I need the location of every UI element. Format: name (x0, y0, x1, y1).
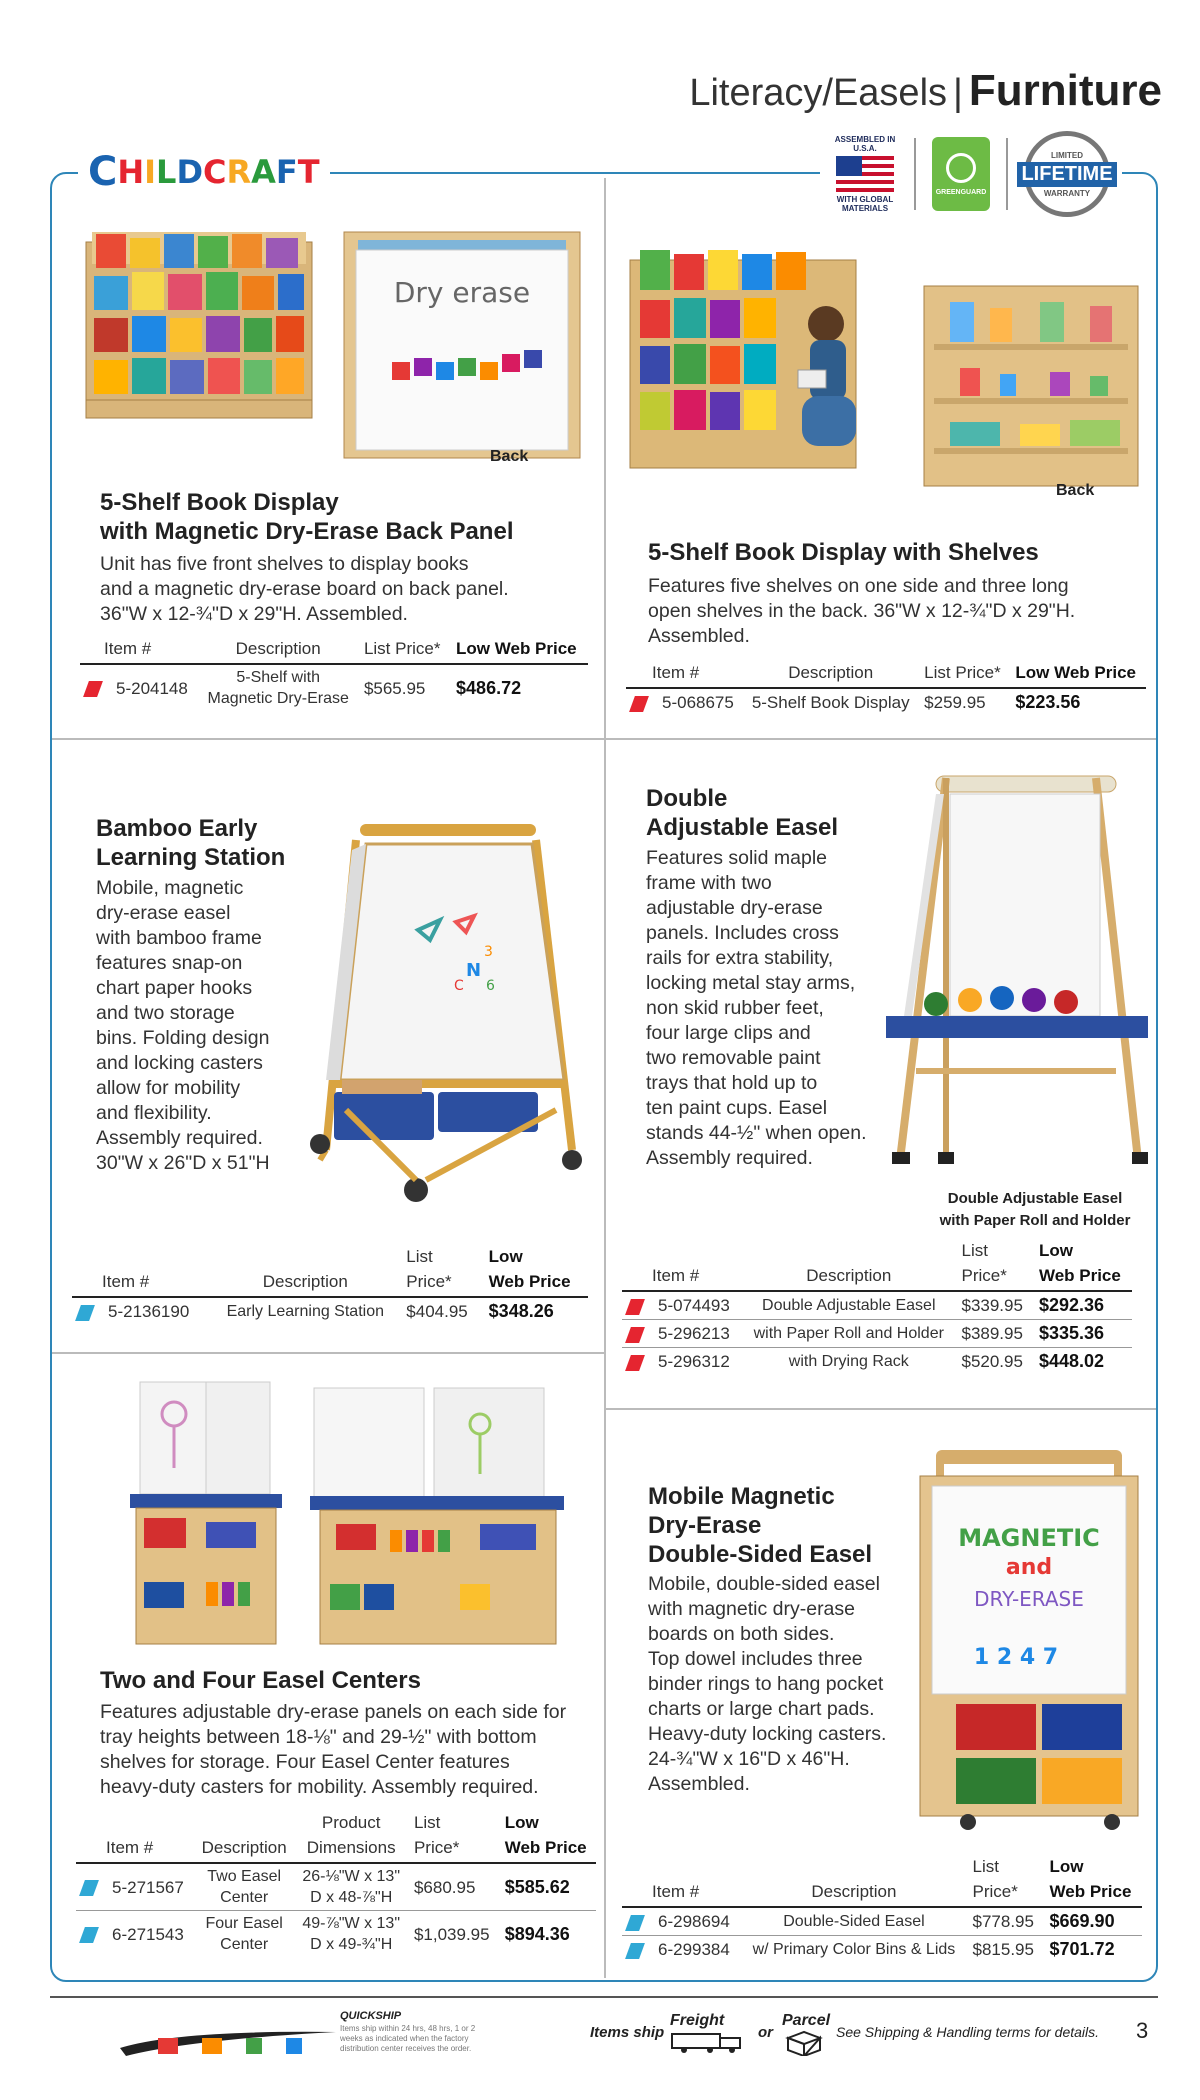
page-footer (0, 2012, 1200, 2072)
items-ship-label: Items ship (590, 2024, 665, 2041)
item-dimensions: 49-⅞"W x 13" D x 49-¾"H (302, 1915, 400, 1953)
parcel-box-icon (782, 2012, 830, 2061)
col-item: Item # (622, 1854, 741, 1907)
title-line: Bamboo Early (96, 815, 258, 842)
web-price: $894.36 (504, 1923, 570, 1944)
product-title: 5-Shelf Book Display with Shelves (648, 539, 1039, 566)
col-description: Description (194, 1810, 295, 1863)
item-number: 5-296213 (622, 1320, 742, 1348)
description-line: 30"W x 26"D x 51"H (96, 1152, 270, 1174)
logo-letter: T (297, 153, 320, 191)
col-web-price: Low Web Price (1009, 660, 1146, 688)
greenguard-badge (932, 137, 990, 211)
description-line: trays that hold up to (646, 1072, 818, 1094)
header-separator: | (953, 72, 963, 114)
product-description (100, 552, 509, 627)
book-display-shelves-front-image (626, 240, 866, 470)
freight-label: Freight (670, 2012, 725, 2029)
web-price: $448.02 (1038, 1351, 1105, 1371)
usa-badge-bottom: WITH GLOBAL MATERIALS (836, 195, 894, 213)
image-caption (920, 1188, 1150, 1232)
price-table (622, 1854, 1142, 1963)
table-row (622, 1320, 1132, 1348)
item-number: 5-296312 (622, 1348, 742, 1376)
description-line: stands 44-½" when open. (646, 1122, 867, 1144)
description-line: allow for mobility (96, 1077, 241, 1099)
table-row (622, 1291, 1132, 1320)
description-line: with bamboo frame (96, 927, 262, 949)
description-line: and two storage (96, 1002, 235, 1024)
description-line: ten paint cups. Easel (646, 1097, 828, 1119)
item-description: Double-Sided Easel (741, 1907, 966, 1936)
web-price: $292.36 (1033, 1291, 1132, 1320)
list-price: $389.95 (955, 1320, 1032, 1348)
product-title (646, 784, 838, 842)
description-line: binder rings to hang pocket (648, 1673, 884, 1695)
description-line: two removable paint (646, 1047, 821, 1069)
price-table (80, 636, 588, 711)
table-row (72, 1297, 588, 1325)
list-price: $1,039.95 (413, 1924, 490, 1944)
blue-marker-icon (79, 1880, 99, 1896)
badge-divider (1006, 138, 1008, 210)
category-title: Literacy/Easels (689, 72, 948, 114)
us-flag-icon (836, 156, 894, 192)
double-adjustable-easel-image (886, 768, 1148, 1172)
web-price: $669.90 (1044, 1907, 1142, 1936)
warranty-main: LIFETIME (1017, 162, 1116, 187)
logo-letter: A (251, 153, 276, 191)
logo-letter: F (275, 153, 298, 191)
table-row (622, 1907, 1142, 1936)
back-view-label: Back (490, 448, 529, 465)
col-description: Description (742, 1238, 955, 1291)
list-price: $404.95 (406, 1302, 468, 1321)
description-line: panels. Includes cross (646, 922, 839, 944)
description-line: Heavy-duty locking casters. (648, 1723, 887, 1745)
description-line: with magnetic dry-erase (648, 1598, 855, 1620)
item-number: 6-299384 (622, 1936, 741, 1964)
logo-letter: C (203, 153, 227, 191)
red-marker-icon (625, 1327, 645, 1343)
description-line: tray heights between 18-⅛" and 29-½" with bottom (100, 1726, 537, 1748)
list-price: $778.95 (967, 1907, 1044, 1936)
caption-line: Double Adjustable Easel (947, 1190, 1123, 1207)
product-title (648, 1482, 872, 1569)
web-price: $486.72 (456, 677, 522, 698)
col-web-price: Low Web Price (499, 1810, 596, 1863)
red-marker-icon (625, 1355, 645, 1371)
footer-divider (50, 1996, 1158, 1998)
logo-letter: C (88, 149, 118, 195)
col-item: Item # (626, 660, 743, 688)
item-description: Early Learning Station (226, 1303, 384, 1320)
section-title: Furniture (968, 66, 1162, 115)
web-price: $223.56 (1015, 692, 1081, 712)
item-number: 5-2136190 (72, 1297, 210, 1325)
description-line: frame with two (646, 872, 772, 894)
description-line: rails for extra stability, (646, 947, 834, 969)
product-description (648, 1572, 886, 1797)
table-row (622, 1348, 1132, 1376)
red-marker-icon (83, 681, 103, 697)
description-line: features snap-on (96, 952, 243, 974)
title-line: Dry-Erase (648, 1512, 762, 1539)
col-web-price: Low Web Price (450, 636, 588, 664)
description-line: 36"W x 12-¾"D x 29"H. Assembled. (100, 603, 408, 625)
item-dimensions: 26-⅛"W x 13" D x 48-⅞"H (294, 1863, 408, 1911)
quickship-swoosh-icon (118, 2026, 338, 2060)
list-price: $680.95 (408, 1863, 499, 1911)
description-line: dry-erase easel (96, 902, 231, 924)
item-description: Two Easel Center (194, 1863, 295, 1911)
four-easel-center-image (310, 1384, 564, 1648)
svg-text:6: 6 (486, 978, 495, 994)
description-line: and flexibility. (96, 1102, 212, 1124)
web-price: $585.62 (499, 1863, 596, 1911)
shipping-terms: See Shipping & Handling terms for details. (836, 2024, 1100, 2040)
title-line: Mobile Magnetic (648, 1483, 835, 1510)
lifetime-warranty-badge (1021, 131, 1113, 217)
board-text: DRY-ERASE (974, 1587, 1084, 1611)
price-table (626, 660, 1146, 716)
item-number: 5-271567 (76, 1863, 194, 1911)
title-line: 5-Shelf Book Display (100, 489, 339, 516)
col-list-price: List Price* (400, 1244, 482, 1297)
col-item: Item # (72, 1244, 210, 1297)
price-table (72, 1244, 588, 1325)
list-price: $339.95 (955, 1291, 1032, 1320)
description-line: Unit has five front shelves to display books (100, 553, 469, 575)
item-number: 6-298694 (622, 1907, 741, 1936)
description-line: boards on both sides. (648, 1623, 835, 1645)
parcel-label: Parcel (782, 2012, 831, 2029)
product-description (646, 846, 867, 1171)
logo-letter: R (226, 153, 252, 191)
red-marker-icon (629, 696, 649, 712)
col-item: Item # (76, 1810, 194, 1863)
title-line: Double-Sided Easel (648, 1541, 873, 1568)
table-row (76, 1911, 596, 1958)
web-price: $348.26 (488, 1301, 554, 1321)
description-line: non skid rubber feet, (646, 997, 824, 1019)
description-line: Mobile, double-sided easel (648, 1573, 880, 1595)
caption-line: with Paper Roll and Holder (939, 1212, 1131, 1229)
title-line: Learning Station (96, 844, 286, 871)
description-line: Assembled. (648, 625, 750, 647)
description-line: Mobile, magnetic (96, 877, 244, 899)
column-divider (604, 178, 606, 1978)
web-price: $335.36 (1033, 1320, 1132, 1348)
item-description: 5-Shelf with Magnetic Dry-Erase (207, 669, 349, 707)
description-line: shelves for storage. Four Easel Center features (100, 1751, 510, 1773)
col-list-price: List Price* (408, 1810, 499, 1863)
col-list-price: List Price* (967, 1854, 1044, 1907)
mobile-magnetic-easel-image (916, 1446, 1142, 1832)
product-title (100, 488, 513, 546)
two-easel-center-image (126, 1378, 286, 1648)
description-line: and locking casters (96, 1052, 263, 1074)
item-description: w/ Primary Color Bins & Lids (752, 1941, 956, 1958)
price-table (76, 1810, 596, 1957)
table-row (76, 1863, 596, 1911)
table-row (622, 1936, 1142, 1964)
item-description: Double Adjustable Easel (742, 1291, 955, 1320)
description-line: and a magnetic dry-erase board on back panel. (100, 578, 509, 600)
logo-letter: H (117, 153, 145, 191)
item-description: 5-Shelf Book Display (751, 693, 910, 712)
warranty-bottom: WARRANTY (1043, 188, 1091, 198)
web-price: $701.72 (1049, 1939, 1115, 1959)
page-number: 3 (1136, 2018, 1149, 2043)
title-line: Adjustable Easel (646, 814, 839, 841)
childcraft-logo (78, 146, 330, 198)
badge-divider (914, 138, 916, 210)
col-description: Description (741, 1854, 966, 1907)
col-description: Description (743, 660, 918, 688)
quickship-note: Items ship within 24 hrs, 48 hrs, 1 or 2 weeks as indicated when the factory distribution center receives the order. (340, 2024, 476, 2053)
board-text: and (1005, 1555, 1053, 1580)
description-line: open shelves in the back. 36"W x 12-¾"D x 29"H. (648, 600, 1076, 622)
description-line: adjustable dry-erase (646, 897, 823, 919)
description-line: Assembly required. (646, 1147, 813, 1169)
col-item: Item # (622, 1238, 742, 1291)
product-title: Two and Four Easel Centers (100, 1667, 421, 1694)
col-web-price: Low Web Price (1033, 1238, 1132, 1291)
list-price: $565.95 (363, 678, 426, 698)
description-line: 24-¾"W x 16"D x 46"H. (648, 1748, 850, 1770)
product-description (96, 876, 270, 1176)
quickship-title: QUICKSHIP (340, 2010, 402, 2022)
col-item: Item # (80, 636, 198, 664)
greenguard-leaf-icon (946, 153, 976, 183)
row-divider (52, 738, 604, 740)
book-display-back-image (342, 222, 582, 460)
col-description: Description (210, 1244, 400, 1297)
svg-text:N: N (466, 960, 482, 981)
description-line: Features solid maple (646, 847, 828, 869)
greenguard-label: GREENGUARD (935, 188, 987, 196)
description-line: Features adjustable dry-erase panels on each side for (100, 1701, 567, 1723)
description-line: chart paper hooks (96, 977, 253, 999)
list-price: $815.95 (972, 1940, 1034, 1959)
item-description: Four Easel Center (205, 1915, 283, 1953)
book-display-front-image (78, 212, 318, 422)
red-marker-icon (625, 1299, 645, 1315)
bamboo-easel-image (306, 780, 592, 1210)
row-divider (606, 738, 1156, 740)
assembled-usa-badge (832, 135, 898, 213)
blue-marker-icon (79, 1927, 99, 1943)
col-web-price: Low Web Price (1044, 1854, 1142, 1907)
description-line: heavy-duty casters for mobility. Assembly required. (100, 1776, 539, 1798)
description-line: charts or large chart pads. (648, 1698, 875, 1720)
description-line: Assembled. (648, 1773, 750, 1795)
col-list-price: List Price* (955, 1238, 1032, 1291)
col-list-price: List Price* (358, 636, 450, 664)
description-line: bins. Folding design (96, 1027, 270, 1049)
blue-marker-icon (625, 1915, 645, 1931)
description-line: Assembly required. (96, 1127, 263, 1149)
item-number: 6-271543 (76, 1911, 194, 1958)
back-view-label: Back (1056, 482, 1095, 499)
blue-marker-icon (75, 1305, 95, 1321)
description-line: Top dowel includes three (648, 1648, 863, 1670)
svg-text:C: C (454, 978, 464, 994)
col-web-price: Low Web Price (483, 1244, 588, 1297)
quickship-badge (118, 2026, 338, 2064)
logo-letter: D (176, 153, 203, 191)
col-list-price: List Price* (918, 660, 1009, 688)
svg-text:3: 3 (484, 944, 493, 960)
item-description: with Paper Roll and Holder (742, 1320, 955, 1348)
description-line: four large clips and (646, 1022, 811, 1044)
title-line: with Magnetic Dry-Erase Back Panel (100, 518, 514, 545)
freight-truck-icon (670, 2012, 750, 2059)
dry-erase-board-text: Dry erase (393, 276, 531, 309)
product-description (648, 574, 1075, 649)
description-line: Features five shelves on one side and three long (648, 575, 1069, 597)
item-number: 5-204148 (80, 664, 198, 711)
blue-marker-icon (625, 1943, 645, 1959)
logo-letter: L (156, 153, 177, 191)
or-label: or (758, 2024, 773, 2041)
logo-letter: I (144, 153, 157, 191)
usa-badge-top: ASSEMBLED IN U.S.A. (834, 135, 896, 153)
warranty-top: LIMITED (1051, 150, 1083, 160)
page-header (689, 66, 1162, 116)
certification-badges (820, 132, 1122, 216)
table-row (626, 688, 1146, 716)
row-divider (606, 1408, 1156, 1410)
list-price: $259.95 (924, 693, 986, 712)
item-number: 5-068675 (626, 688, 743, 716)
col-description: Description (198, 636, 358, 664)
product-description (100, 1700, 566, 1800)
product-title (96, 814, 285, 872)
col-dimensions: Product Dimensions (294, 1810, 408, 1863)
list-price: $520.95 (961, 1352, 1023, 1371)
row-divider (52, 1352, 604, 1354)
item-number: 5-074493 (622, 1291, 742, 1320)
item-description: with Drying Rack (788, 1353, 909, 1370)
board-text: 1 2 4 7 (973, 1645, 1059, 1670)
table-row (80, 664, 588, 711)
book-display-shelves-back-image (920, 282, 1142, 490)
board-text: MAGNETIC (958, 1524, 1100, 1552)
price-table (622, 1238, 1132, 1375)
title-line: Double (646, 785, 728, 812)
description-line: locking metal stay arms, (646, 972, 856, 994)
